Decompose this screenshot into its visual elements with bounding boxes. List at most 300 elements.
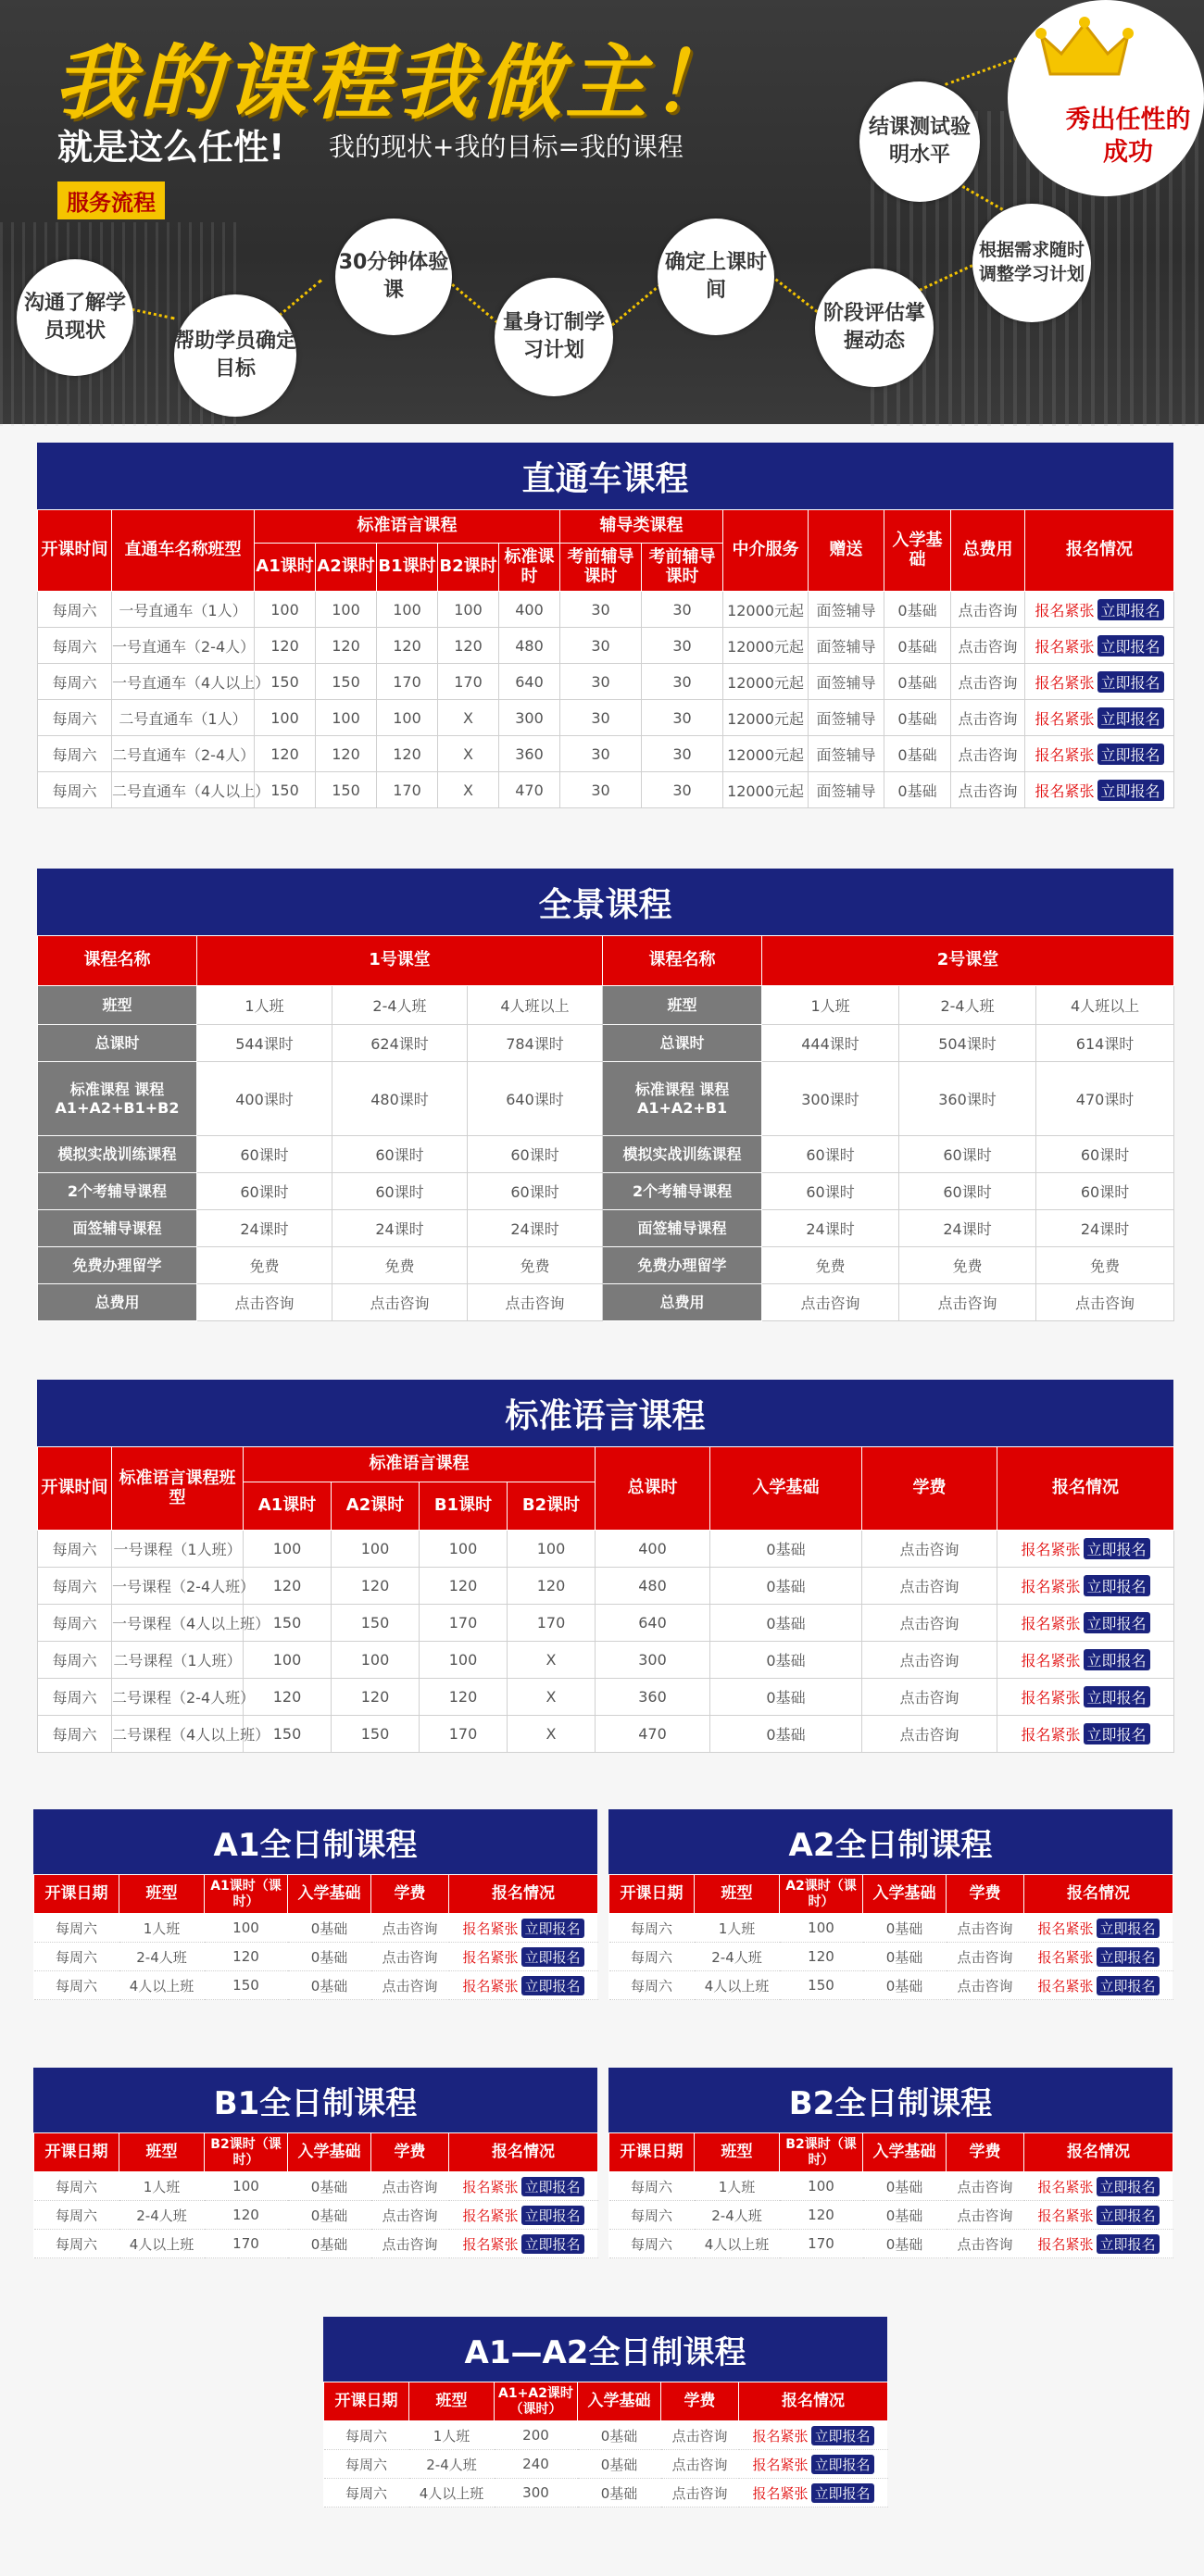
table-cell: 170	[438, 664, 499, 700]
table-cell: 640	[499, 664, 560, 700]
table-cell: 120	[377, 628, 438, 664]
table-row	[38, 772, 1174, 808]
table-cell: 100	[377, 592, 438, 628]
enroll-button[interactable]: 立即报名	[1097, 671, 1164, 693]
table-cell: 100	[438, 592, 499, 628]
col-time: 开课时间	[38, 510, 112, 592]
table-cell[interactable]: 点击咨询	[371, 1914, 449, 1943]
enroll-button[interactable]: 立即报名	[1097, 1919, 1160, 1938]
fulltime-course-table	[608, 2132, 1173, 2258]
section-title: A1全日制课程	[33, 1809, 597, 1874]
table-cell: 300	[495, 2479, 578, 2507]
table-row	[34, 1914, 598, 1943]
col-header: 学费	[371, 2133, 449, 2172]
col-header: 报名情况	[739, 2382, 888, 2421]
row-label: 总费用	[38, 1284, 197, 1321]
fulltime-course-table	[608, 1874, 1173, 2000]
table-cell: 0基础	[710, 1568, 862, 1605]
table-cell: 100	[377, 700, 438, 736]
table-cell: 0基础	[288, 1943, 371, 1971]
table-cell: 每周六	[38, 1531, 112, 1568]
col-fee: 总费用	[951, 510, 1025, 592]
table-cell: 120	[438, 628, 499, 664]
table-cell[interactable]: 点击咨询	[947, 2201, 1024, 2230]
status-text: 报名紧张	[462, 1919, 519, 1937]
table-cell: 640	[596, 1605, 710, 1642]
col-b1: B1课时	[420, 1482, 508, 1531]
col-name: 标准语言课程班型	[112, 1447, 244, 1531]
table-cell: X	[438, 700, 499, 736]
table-cell: 60课时	[1036, 1173, 1174, 1210]
express-course-table	[37, 509, 1174, 808]
col-header: 学费	[661, 2382, 739, 2421]
section-title: B2全日制课程	[608, 2068, 1173, 2132]
table-row	[38, 1136, 1174, 1173]
table-cell: 免费	[1036, 1247, 1174, 1284]
table-cell[interactable]: 点击咨询	[899, 1284, 1036, 1321]
col-header: 学费	[947, 1875, 1024, 1914]
table-cell: 400课时	[197, 1062, 332, 1136]
table-cell[interactable]: 点击咨询	[862, 1531, 997, 1568]
enroll-button[interactable]: 立即报名	[521, 1919, 584, 1938]
col-header: 班型	[409, 2382, 495, 2421]
enroll-button[interactable]: 立即报名	[1097, 744, 1164, 765]
table-row	[38, 1568, 1174, 1605]
table-row	[38, 628, 1174, 664]
table-cell: 120	[508, 1568, 596, 1605]
table-cell[interactable]: 点击咨询	[862, 1605, 997, 1642]
table-cell[interactable]: 点击咨询	[197, 1284, 332, 1321]
table-cell[interactable]: 点击咨询	[371, 2230, 449, 2258]
table-cell[interactable]: 点击咨询	[951, 700, 1025, 736]
table-cell[interactable]: 点击咨询	[951, 592, 1025, 628]
table-cell: 30	[560, 592, 642, 628]
enroll-button[interactable]: 立即报名	[811, 2455, 874, 2474]
enroll-button[interactable]: 立即报名	[1097, 707, 1164, 729]
table-cell: 150	[780, 1971, 863, 2000]
table-cell[interactable]: 点击咨询	[947, 1971, 1024, 2000]
col-aux2: 考前辅导课时	[642, 544, 723, 592]
enroll-button[interactable]: 立即报名	[1084, 1538, 1150, 1559]
col-name: 直通车名称班型	[112, 510, 255, 592]
enroll-button[interactable]: 立即报名	[1097, 2177, 1160, 2196]
table-cell[interactable]: 点击咨询	[371, 1943, 449, 1971]
table-cell: 30	[560, 736, 642, 772]
table-cell[interactable]: 点击咨询	[862, 1716, 997, 1753]
table-cell: 150	[316, 664, 377, 700]
table-cell: 二号直通车（4人以上）	[112, 772, 255, 808]
table-cell: 100	[255, 700, 316, 736]
table-cell: 每周六	[34, 1943, 119, 1971]
col-stdh: 标准课时	[499, 544, 560, 592]
table-cell: X	[438, 772, 499, 808]
row-label: 总课时	[603, 1025, 762, 1062]
table-cell: 每周六	[34, 2201, 119, 2230]
table-row	[38, 1605, 1174, 1642]
table-cell: 每周六	[34, 2172, 119, 2201]
table-cell: 300	[596, 1642, 710, 1679]
table-row	[38, 1284, 1174, 1321]
enroll-button[interactable]: 立即报名	[1084, 1723, 1150, 1744]
table-cell[interactable]: 点击咨询	[862, 1642, 997, 1679]
table-cell: 0基础	[578, 2421, 661, 2450]
table-cell[interactable]: 点击咨询	[947, 1914, 1024, 1943]
table-cell: 4人以上班	[119, 1971, 205, 2000]
table-cell: 640课时	[468, 1062, 603, 1136]
status-cell	[449, 2201, 598, 2230]
table-cell: 150	[332, 1716, 420, 1753]
table-cell[interactable]: 点击咨询	[951, 736, 1025, 772]
table-cell[interactable]: 点击咨询	[951, 772, 1025, 808]
step-5: 确定上课时间	[658, 219, 774, 335]
table-cell: 60课时	[332, 1173, 468, 1210]
enroll-button[interactable]: 立即报名	[811, 2426, 874, 2445]
table-row	[38, 1173, 1174, 1210]
col-header: 开课日期	[609, 2133, 695, 2172]
section-title: 标准语言课程	[37, 1380, 1173, 1446]
status-cell	[739, 2450, 888, 2479]
table-cell: 170	[780, 2230, 863, 2258]
table-cell: 100	[780, 1914, 863, 1943]
table-cell[interactable]: 点击咨询	[862, 1568, 997, 1605]
table-cell: 4人班以上	[468, 986, 603, 1025]
table-cell: X	[508, 1679, 596, 1716]
col-std: 标准语言课程	[244, 1447, 596, 1482]
table-row	[38, 1062, 1174, 1136]
enroll-button[interactable]: 立即报名	[811, 2483, 874, 2503]
table-cell: 免费	[762, 1247, 899, 1284]
table-cell: 1人班	[409, 2421, 495, 2450]
table-row	[38, 1531, 1174, 1568]
table-cell: 120	[316, 628, 377, 664]
enroll-button[interactable]: 立即报名	[1097, 2206, 1160, 2225]
col-time: 开课时间	[38, 1447, 112, 1531]
table-row	[38, 1642, 1174, 1679]
table-cell: 150	[316, 772, 377, 808]
enroll-button[interactable]: 立即报名	[521, 1976, 584, 1995]
table-cell: 二号课程（4人以上班）	[112, 1716, 244, 1753]
table-cell: 免费	[468, 1247, 603, 1284]
status-text: 报名紧张	[462, 2207, 519, 2224]
status-text: 报名紧张	[1037, 2178, 1094, 2195]
table-cell: 360	[596, 1679, 710, 1716]
hero-title: 我的课程我做主！	[54, 35, 736, 131]
table-cell: 12000元起	[723, 664, 809, 700]
col-header: 入学基础	[288, 1875, 371, 1914]
table-cell: 120	[205, 1943, 288, 1971]
status-text: 报名紧张	[1021, 1689, 1081, 1707]
table-row	[38, 592, 1174, 628]
table-cell: 每周六	[38, 1605, 112, 1642]
fulltime-course-section	[33, 1809, 597, 2000]
table-cell: 60课时	[332, 1136, 468, 1173]
table-cell: 150	[205, 1971, 288, 2000]
table-cell: 120	[332, 1679, 420, 1716]
table-row	[324, 2421, 888, 2450]
col-a1: A1课时	[244, 1482, 332, 1531]
table-cell[interactable]: 点击咨询	[661, 2421, 739, 2450]
table-cell: 0基础	[863, 1943, 947, 1971]
col-total: 总课时	[596, 1447, 710, 1531]
table-cell: 二号课程（1人班）	[112, 1642, 244, 1679]
status-cell	[997, 1531, 1174, 1568]
table-cell: 240	[495, 2450, 578, 2479]
row-label: 面签辅导课程	[603, 1210, 762, 1247]
table-cell: 每周六	[34, 1914, 119, 1943]
table-cell: 60课时	[197, 1136, 332, 1173]
table-cell: 2-4人班	[409, 2450, 495, 2479]
table-cell: 面签辅导	[809, 628, 884, 664]
enroll-button[interactable]: 立即报名	[1084, 1612, 1150, 1633]
hero-banner	[0, 0, 1204, 424]
table-cell[interactable]: 点击咨询	[661, 2450, 739, 2479]
table-cell: 60课时	[762, 1173, 899, 1210]
table-cell: 60课时	[1036, 1136, 1174, 1173]
table-cell: 470	[596, 1716, 710, 1753]
row-label: 总课时	[38, 1025, 197, 1062]
col-course-name-2: 课程名称	[603, 936, 762, 986]
table-cell: 二号课程（2-4人班）	[112, 1679, 244, 1716]
table-cell: 24课时	[1036, 1210, 1174, 1247]
col-header: 学费	[947, 2133, 1024, 2172]
status-text: 报名紧张	[1021, 1652, 1081, 1669]
status-text: 报名紧张	[462, 1977, 519, 1995]
enroll-button[interactable]: 立即报名	[521, 2234, 584, 2254]
table-cell: 1人班	[762, 986, 899, 1025]
table-cell: 480	[499, 628, 560, 664]
table-row	[38, 1210, 1174, 1247]
step-6: 阶段评估掌握动态	[815, 269, 934, 387]
enroll-button[interactable]: 立即报名	[1084, 1686, 1150, 1707]
table-cell: 120	[255, 628, 316, 664]
table-cell: 0基础	[884, 592, 951, 628]
table-cell: 60课时	[197, 1173, 332, 1210]
table-cell: 100	[420, 1531, 508, 1568]
table-cell: 二号直通车（2-4人）	[112, 736, 255, 772]
table-cell: 0基础	[578, 2450, 661, 2479]
col-aux1: 考前辅导课时	[560, 544, 642, 592]
table-cell[interactable]: 点击咨询	[371, 2172, 449, 2201]
table-cell: 4人以上班	[119, 2230, 205, 2258]
enroll-button[interactable]: 立即报名	[1097, 780, 1164, 801]
table-cell: 24课时	[332, 1210, 468, 1247]
table-cell: 免费	[332, 1247, 468, 1284]
status-text: 报名紧张	[1035, 601, 1095, 619]
table-cell: 2-4人班	[695, 2201, 780, 2230]
fulltime-course-section	[608, 2068, 1173, 2258]
table-cell: 2-4人班	[119, 2201, 205, 2230]
table-cell[interactable]: 点击咨询	[468, 1284, 603, 1321]
table-cell[interactable]: 点击咨询	[371, 2201, 449, 2230]
table-cell: 面签辅导	[809, 592, 884, 628]
enroll-button[interactable]: 立即报名	[1084, 1575, 1150, 1596]
table-cell: 一号课程（2-4人班）	[112, 1568, 244, 1605]
enroll-button[interactable]: 立即报名	[521, 2206, 584, 2225]
table-cell: 60课时	[468, 1173, 603, 1210]
table-row	[38, 986, 1174, 1025]
row-label: 总费用	[603, 1284, 762, 1321]
status-cell	[449, 1943, 598, 1971]
fulltime-course-section	[323, 2317, 887, 2507]
table-cell: 444课时	[762, 1025, 899, 1062]
table-cell: 150	[255, 772, 316, 808]
table-cell: 120	[377, 736, 438, 772]
table-cell: 170	[205, 2230, 288, 2258]
table-cell: 100	[780, 2172, 863, 2201]
status-text: 报名紧张	[462, 1948, 519, 1966]
enroll-button[interactable]: 立即报名	[1097, 635, 1164, 657]
table-cell[interactable]: 点击咨询	[371, 1971, 449, 2000]
table-cell: 0基础	[288, 1914, 371, 1943]
table-cell: 30	[560, 628, 642, 664]
standard-course-table	[37, 1446, 1174, 1753]
table-cell: 60课时	[899, 1173, 1036, 1210]
status-cell	[1025, 772, 1174, 808]
col-class-2: 2号课堂	[762, 936, 1174, 986]
table-cell: 每周六	[609, 2230, 695, 2258]
table-cell: 100	[332, 1642, 420, 1679]
table-cell: 0基础	[578, 2479, 661, 2507]
table-cell: 每周六	[38, 1642, 112, 1679]
table-cell: 24课时	[468, 1210, 603, 1247]
status-cell	[1024, 2230, 1173, 2258]
table-cell: 4人班以上	[1036, 986, 1174, 1025]
table-cell[interactable]: 点击咨询	[762, 1284, 899, 1321]
table-cell: 360课时	[899, 1062, 1036, 1136]
step-1: 沟通了解学员现状	[17, 259, 133, 376]
status-text: 报名紧张	[462, 2178, 519, 2195]
status-text: 报名紧张	[1021, 1578, 1081, 1595]
table-cell: 200	[495, 2421, 578, 2450]
col-header: 报名情况	[449, 1875, 598, 1914]
table-cell: 每周六	[609, 2201, 695, 2230]
status-text: 报名紧张	[1035, 782, 1095, 800]
status-text: 报名紧张	[1021, 1615, 1081, 1632]
table-row	[38, 1025, 1174, 1062]
status-cell	[997, 1605, 1174, 1642]
col-header: 开课日期	[34, 1875, 119, 1914]
step-3: 30分钟体验课	[335, 219, 452, 335]
table-cell: 每周六	[609, 1914, 695, 1943]
table-cell[interactable]: 点击咨询	[862, 1679, 997, 1716]
status-cell	[997, 1679, 1174, 1716]
col-std: 标准语言课程	[255, 510, 560, 544]
table-row	[38, 664, 1174, 700]
table-cell: 每周六	[38, 592, 112, 628]
table-cell: 24课时	[762, 1210, 899, 1247]
table-cell: 每周六	[609, 2172, 695, 2201]
table-cell: 0基础	[863, 2172, 947, 2201]
fulltime-course-section	[33, 2068, 597, 2258]
table-cell: 170	[420, 1716, 508, 1753]
service-flow-badge: 服务流程	[57, 181, 165, 219]
col-header: 班型	[119, 1875, 205, 1914]
table-cell: 2-4人班	[899, 986, 1036, 1025]
status-text: 报名紧张	[1035, 673, 1095, 692]
table-cell: 120	[420, 1568, 508, 1605]
table-cell[interactable]: 点击咨询	[951, 628, 1025, 664]
enroll-button[interactable]: 立即报名	[521, 1947, 584, 1967]
table-cell[interactable]: 点击咨询	[332, 1284, 468, 1321]
status-cell	[1025, 736, 1174, 772]
table-cell: 12000元起	[723, 736, 809, 772]
enroll-button[interactable]: 立即报名	[1097, 599, 1164, 620]
status-cell	[1025, 592, 1174, 628]
table-cell: 2-4人班	[119, 1943, 205, 1971]
fulltime-course-section	[608, 1809, 1173, 2000]
table-cell: 400	[596, 1531, 710, 1568]
table-cell: 0基础	[710, 1716, 862, 1753]
table-cell[interactable]: 点击咨询	[947, 2172, 1024, 2201]
table-cell: X	[508, 1716, 596, 1753]
status-cell	[997, 1716, 1174, 1753]
enroll-button[interactable]: 立即报名	[1097, 1947, 1160, 1967]
status-text: 报名紧张	[462, 2235, 519, 2253]
enroll-button[interactable]: 立即报名	[1084, 1649, 1150, 1670]
row-label: 模拟实战训练课程	[603, 1136, 762, 1173]
status-cell	[739, 2479, 888, 2507]
table-row	[34, 1971, 598, 2000]
table-cell: 544课时	[197, 1025, 332, 1062]
table-cell[interactable]: 点击咨询	[947, 1943, 1024, 1971]
status-cell	[449, 1971, 598, 2000]
table-row	[38, 736, 1174, 772]
table-cell: 0基础	[884, 628, 951, 664]
table-cell: X	[508, 1642, 596, 1679]
table-cell: 每周六	[38, 736, 112, 772]
col-base: 入学基础	[884, 510, 951, 592]
table-row	[609, 2201, 1173, 2230]
table-cell: 面签辅导	[809, 772, 884, 808]
table-cell: 一号直通车（4人以上）	[112, 664, 255, 700]
table-cell[interactable]: 点击咨询	[947, 2230, 1024, 2258]
table-cell[interactable]: 点击咨询	[951, 664, 1025, 700]
table-cell: 170	[377, 772, 438, 808]
status-text: 报名紧张	[752, 2427, 809, 2445]
table-cell[interactable]: 点击咨询	[1036, 1284, 1174, 1321]
table-cell: 0基础	[884, 700, 951, 736]
table-cell: 30	[642, 664, 723, 700]
enroll-button[interactable]: 立即报名	[1097, 2234, 1160, 2254]
table-row	[324, 2479, 888, 2507]
col-header: 报名情况	[1024, 1875, 1173, 1914]
col-b1: B1课时	[377, 544, 438, 592]
table-cell: 120	[780, 2201, 863, 2230]
col-status: 报名情况	[997, 1447, 1174, 1531]
status-cell	[1024, 1943, 1173, 1971]
table-cell: 150	[244, 1605, 332, 1642]
table-cell: 每周六	[609, 1943, 695, 1971]
col-gift: 赠送	[809, 510, 884, 592]
panorama-course-table	[37, 935, 1174, 1321]
row-label: 模拟实战训练课程	[38, 1136, 197, 1173]
table-cell: 120	[780, 1943, 863, 1971]
enroll-button[interactable]: 立即报名	[521, 2177, 584, 2196]
col-b2: B2课时	[508, 1482, 596, 1531]
table-row	[38, 1716, 1174, 1753]
col-header: 入学基础	[578, 2382, 661, 2421]
table-cell: 100	[244, 1642, 332, 1679]
table-cell: 12000元起	[723, 772, 809, 808]
table-cell: 2-4人班	[332, 986, 468, 1025]
table-cell: 100	[332, 1531, 420, 1568]
table-cell: 4人以上班	[695, 1971, 780, 2000]
table-cell: 0基础	[884, 664, 951, 700]
table-cell[interactable]: 点击咨询	[661, 2479, 739, 2507]
enroll-button[interactable]: 立即报名	[1097, 1976, 1160, 1995]
row-label: 班型	[38, 986, 197, 1025]
table-cell: 0基础	[288, 1971, 371, 2000]
